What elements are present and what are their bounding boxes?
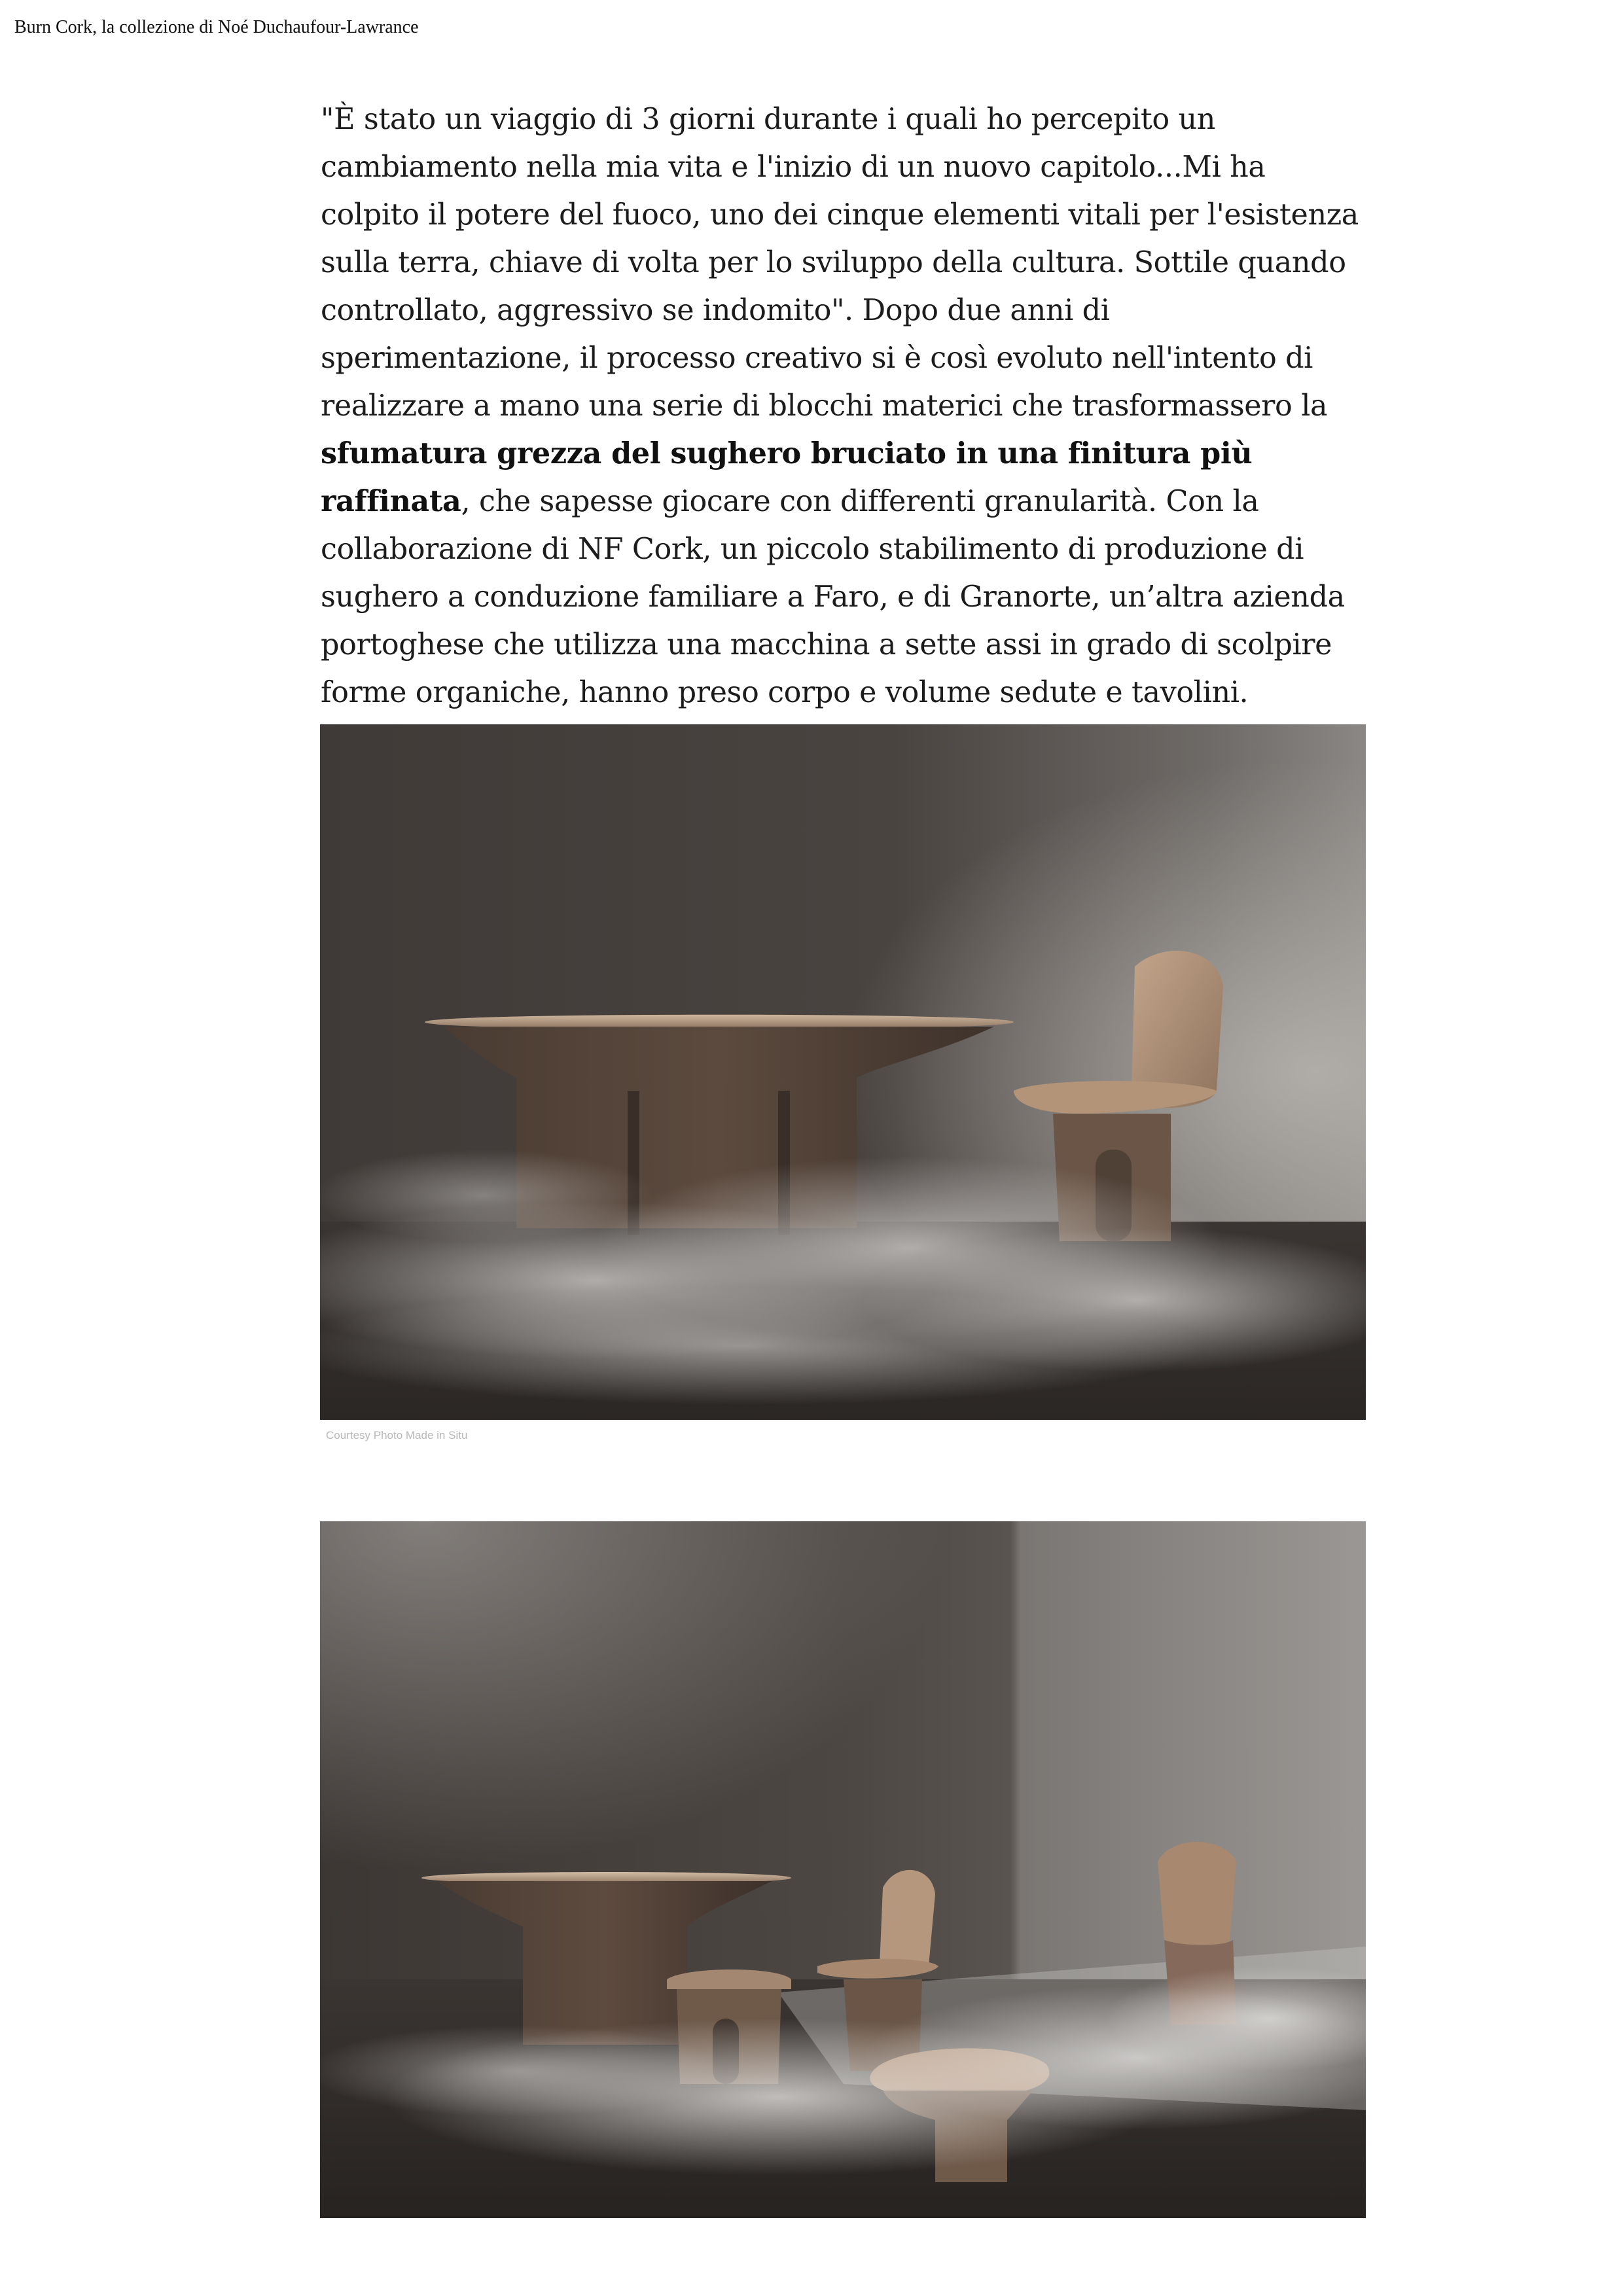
paragraph-text-start: "È stato un viaggio di 3 giorni durante i quali ho percepito un cambiamento nella mia vita e l'inizio di un nuovo capitolo...Mi ha colpito il potere del fuoco, uno dei cinque elementi vitali per l'esistenza sulla terra, chiave di volta per lo sviluppo della cultura. Sottile quando controllato, aggressivo se indomito". Dopo due anni di sperimentazione, il processo creativo si è così evoluto nell'intento di realizzare a mano una serie di blocchi materici che trasformassero la — [321, 103, 1359, 423]
photo-1-illustration — [320, 724, 1366, 1420]
paragraph-text-end: , che sapesse giocare con differenti granularità. Con la collaborazione di NF Cork, un piccolo stabilimento di produzione di sughero a conduzione familiare a Faro, e di Granorte, un’altra azienda portoghese che utilizza una macchina a sette assi in grado di scolpire forme organiche, hanno preso corpo e volume sedute e tavolini. — [321, 485, 1345, 709]
running-header: Burn Cork, la collezione di Noé Duchaufour-Lawrance — [14, 17, 419, 37]
photo-table-and-chair — [320, 724, 1366, 1420]
article-paragraph — [321, 96, 1368, 716]
article-body — [321, 96, 1368, 716]
photo-2-illustration — [320, 1521, 1366, 2218]
photo-collection-group — [320, 1521, 1366, 2218]
photo-caption: Courtesy Photo Made in Situ — [326, 1429, 468, 1441]
bold-phrase: sfumatura grezza del sughero bruciato in una finitura più raffinata — [321, 436, 1253, 518]
